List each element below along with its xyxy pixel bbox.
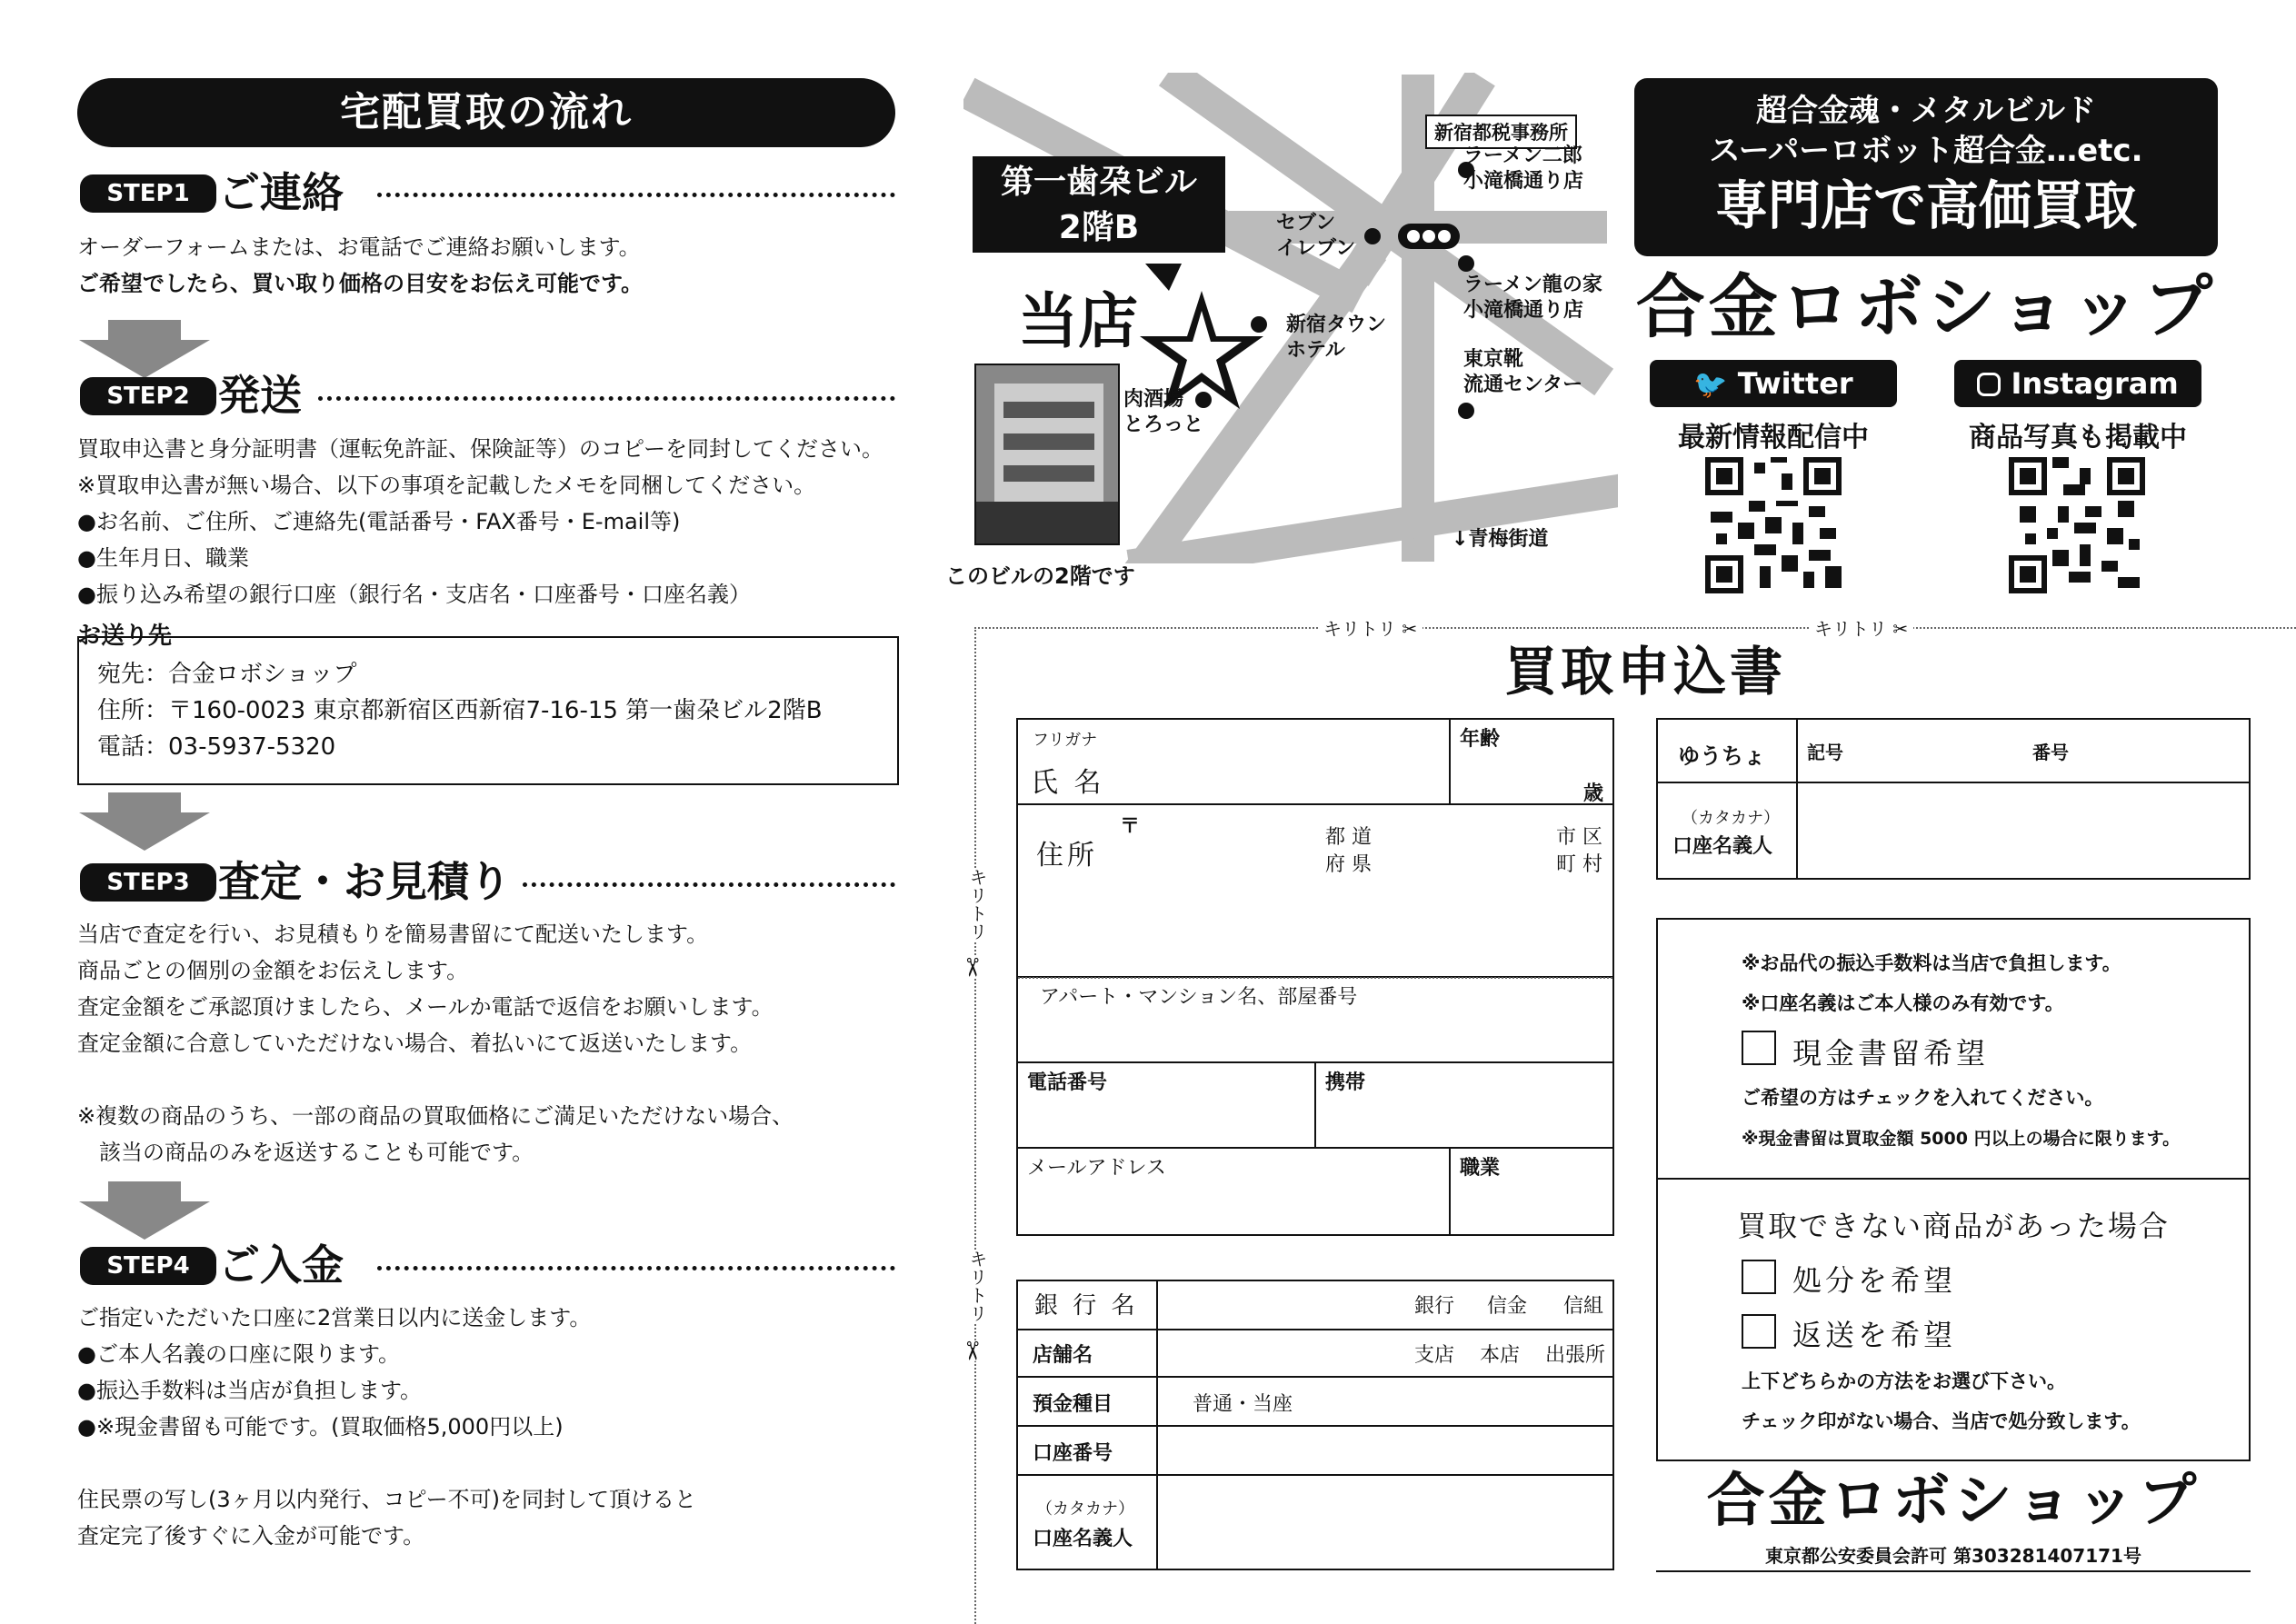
step3-title: 査定・お見積り — [218, 857, 511, 906]
account-type-value[interactable]: 普通・当座 — [1193, 1393, 1293, 1416]
step4-line6: 査定完了後すぐに入金が可能です。 — [77, 1523, 425, 1549]
footer-shop-logo: 合金ロボショップ — [1706, 1468, 2201, 1535]
yucho-holder-kana-label: （カタカナ） — [1682, 809, 1780, 828]
age-unit: 歳 — [1583, 782, 1604, 805]
step2-badge: STEP2 — [80, 377, 216, 415]
apartment-label: アパート・マンション名、部屋番号 — [1040, 986, 1358, 1009]
promo-line1: 超合金魂・メタルビルド — [1756, 93, 2096, 129]
section-title: 宅配買取の流れ — [77, 78, 895, 147]
footer-rule — [1656, 1570, 2251, 1572]
holder-kana-label: （カタカナ） — [1036, 1499, 1134, 1519]
step2-divider — [318, 396, 895, 401]
step4-divider — [377, 1266, 895, 1270]
license-text: 東京都公安委員会許可 第303281407171号 — [1765, 1545, 2141, 1567]
bank-type-bank[interactable]: 銀行 — [1414, 1295, 1455, 1318]
step3-line4: 査定金額に合意していただけない場合、着払いにて返送いたします。 — [77, 1031, 753, 1056]
form-title: 買取申込書 — [1503, 641, 1786, 702]
step4-line3: ●振込手数料は当店が負担します。 — [77, 1378, 423, 1403]
step3-line5: ※複数の商品のうち、一部の商品の買取価格にご満足いただけない場合、 — [77, 1103, 794, 1129]
bank-row-divider — [1016, 1329, 1614, 1330]
sendto-line3: 電話：03-5937-5320 — [97, 733, 336, 761]
promo-line3: 専門店で高価買取 — [1714, 174, 2137, 236]
yucho-number-field[interactable] — [1798, 720, 2249, 780]
bank-row-divider — [1016, 1376, 1614, 1378]
return-label: 返送を希望 — [1792, 1318, 1957, 1352]
cut-label-4: キリトリ — [962, 1250, 987, 1322]
cut-label-3: キリトリ — [962, 868, 987, 941]
step2-line2: ※買取申込書が無い場合、以下の事項を記載したメモを同梱してください。 — [77, 473, 816, 498]
sendto-line2: 住所：〒160-0023 東京都新宿区西新宿7-16-15 第一歯朶ビル2階B — [97, 697, 823, 724]
dispose-checkbox[interactable] — [1742, 1260, 1776, 1294]
note-fee: ※お品代の振込手数料は当店で負担します。 — [1742, 952, 2121, 974]
bank-type-shinkumi[interactable]: 信組 — [1563, 1295, 1604, 1318]
photo-caption: このビルの2階です — [945, 563, 1135, 589]
twitter-caption: 最新情報配信中 — [1678, 422, 1869, 453]
cash-registered-label: 現金書留希望 — [1792, 1036, 1990, 1071]
sendto-heading: お送り先 — [77, 623, 173, 650]
email-label: メールアドレス — [1027, 1157, 1166, 1180]
down-arrow-1 — [79, 320, 210, 378]
note-cash-min: ※現金書留は買取金額 5000 円以上の場合に限ります。 — [1742, 1129, 2181, 1149]
step2-line5: ●振り込み希望の銀行口座（銀行名・支店名・口座番号・口座名義） — [77, 582, 751, 607]
landmark-jiro: ラーメン二郎 小滝橋通り店 — [1463, 144, 1584, 193]
landmark-ome: ↓青梅街道 — [1452, 528, 1549, 551]
building-photo — [974, 364, 1120, 545]
note-check: ご希望の方はチェックを入れてください。 — [1742, 1087, 2104, 1109]
step3-line2: 商品ごとの個別の金額をお伝えします。 — [77, 958, 469, 983]
account-number-label: 口座番号 — [1033, 1442, 1113, 1465]
building-floor: 2階B — [1058, 209, 1140, 246]
branch-type-honten[interactable]: 本店 — [1480, 1344, 1521, 1367]
step2-line4: ●生年月日、職業 — [77, 545, 249, 571]
notes-divider — [1656, 1178, 2251, 1180]
step2-line1: 買取申込書と身分証明書（運転免許証、保険証等）のコピーを同封してください。 — [77, 436, 884, 462]
building-callout — [973, 156, 1225, 253]
step1-line1: オーダーフォームまたは、お電話でご連絡お願いします。 — [77, 234, 641, 260]
shikuchoson-label-1: 市 区 — [1556, 826, 1602, 849]
step1-title: ご連絡 — [218, 168, 344, 217]
shikuchoson-label-2: 町 村 — [1556, 853, 1602, 876]
yucho-holder-field[interactable] — [1798, 783, 2249, 878]
step1-line2: ご希望でしたら、買い取り価格の目安をお伝え可能です。 — [77, 271, 644, 296]
cut-label-1: キリトリ ✂ — [1318, 614, 1423, 641]
shop-logo: 合金ロボショップ — [1635, 266, 2217, 347]
step1-badge: STEP1 — [80, 174, 216, 213]
phone-label: 電話番号 — [1027, 1071, 1108, 1094]
step4-line1: ご指定いただいた口座に2営業日以内に送金します。 — [77, 1305, 592, 1330]
promo-line2: スーパーロボット超合金…etc. — [1709, 133, 2143, 169]
unbuyable-note1: 上下どちらかの方法をお選び下さい。 — [1742, 1370, 2066, 1392]
landmark-zeimusho: 新宿都税事務所 — [1425, 115, 1577, 149]
postal-mark: 〒 — [1120, 815, 1141, 838]
step4-title: ご入金 — [218, 1240, 344, 1290]
address-divider — [1018, 977, 1612, 979]
step1-divider — [377, 193, 895, 197]
twitter-button[interactable]: 🐦 Twitter — [1650, 360, 1897, 407]
account-type-label: 預金種目 — [1033, 1393, 1113, 1416]
step3-line3: 査定金額をご承認頂けましたら、メールか電話で返信をお願いします。 — [77, 994, 774, 1020]
scissors-icon: ✂ — [1402, 618, 1418, 640]
step2-line3: ●お名前、ご住所、ご連絡先(電話番号・FAX番号・E-mail等) — [77, 509, 681, 534]
cut-label-2: キリトリ ✂ — [1809, 614, 1913, 641]
twitter-icon: 🐦 — [1693, 369, 1728, 401]
sendto-line1: 宛先：合金ロボショップ — [97, 661, 357, 688]
yucho-kigou-label: 記号 — [1807, 742, 1843, 763]
scissors-icon: ✂ — [1892, 618, 1909, 640]
cut-line-vertical — [974, 627, 976, 1624]
name-label: 氏 名 — [1031, 767, 1105, 799]
bank-name-label: 銀 行 名 — [1034, 1292, 1139, 1320]
landmark-seven: セブン イレブン — [1276, 212, 1356, 260]
building-name: 第一歯朶ビル — [1000, 164, 1197, 201]
instagram-caption: 商品写真も掲載中 — [1969, 422, 2187, 453]
down-arrow-2 — [79, 792, 210, 851]
landmark-niku: 肉酒場 とろっと — [1123, 388, 1204, 436]
dispose-label: 処分を希望 — [1792, 1263, 1957, 1298]
step4-line4: ●※現金書留も可能です。(買取価格5,000円以上) — [77, 1414, 564, 1440]
age-label: 年齢 — [1460, 728, 1501, 751]
landmark-ryu: ラーメン龍の家 小滝橋通り店 — [1463, 274, 1602, 322]
branch-label: 店舗名 — [1033, 1344, 1093, 1367]
job-label: 職業 — [1460, 1157, 1501, 1180]
step3-divider — [523, 882, 895, 887]
step3-badge: STEP3 — [80, 863, 216, 902]
step4-line5: 住民票の写し(3ヶ月以内発行、コピー不可)を同封して頂けると — [77, 1487, 697, 1512]
landmark-kutsu: 東京靴 流通センター — [1463, 348, 1583, 396]
step2-title: 発送 — [218, 371, 302, 420]
furigana-label: フリガナ — [1033, 731, 1098, 750]
instagram-button[interactable]: Instagram — [1954, 360, 2201, 407]
scissors-icon: ✂ — [957, 1340, 988, 1362]
step4-line2: ●ご本人名義の口座に限ります。 — [77, 1341, 401, 1367]
bank-type-shinkin[interactable]: 信金 — [1487, 1295, 1528, 1318]
scissors-icon: ✂ — [957, 956, 988, 979]
promo-banner — [1634, 78, 2218, 256]
branch-type-shiten[interactable]: 支店 — [1414, 1344, 1455, 1367]
address-label: 住所 — [1036, 840, 1098, 872]
unbuyable-note2: チェック印がない場合、当店で処分致します。 — [1742, 1410, 2141, 1432]
store-label: 当店 — [1018, 286, 1138, 356]
address-field[interactable] — [1016, 803, 1614, 978]
mobile-label: 携帯 — [1325, 1071, 1366, 1094]
landmark-hotel: 新宿タウン ホテル — [1286, 314, 1387, 362]
cash-registered-checkbox[interactable] — [1742, 1031, 1776, 1065]
twitter-qr-code[interactable] — [1705, 457, 1842, 593]
holder-label: 口座名義人 — [1033, 1528, 1133, 1550]
instagram-qr-code[interactable] — [2009, 457, 2145, 593]
step3-line6: 該当の商品のみを返送することも可能です。 — [77, 1140, 534, 1165]
return-checkbox[interactable] — [1742, 1314, 1776, 1349]
todofuken-label-2: 府 県 — [1325, 853, 1372, 876]
unbuyable-heading: 買取できない商品があった場合 — [1737, 1209, 2170, 1243]
down-arrow-3 — [79, 1181, 210, 1240]
account-number-field[interactable] — [1158, 1427, 1612, 1472]
holder-field[interactable] — [1158, 1476, 1612, 1569]
instagram-icon — [1977, 373, 2001, 396]
note-holder: ※口座名義はご本人様のみ有効です。 — [1742, 992, 2064, 1014]
branch-type-shutchojo[interactable]: 出張所 — [1545, 1344, 1606, 1367]
step4-badge: STEP4 — [80, 1247, 216, 1285]
yucho-holder-label: 口座名義人 — [1672, 835, 1773, 858]
step3-line1: 当店で査定を行い、お見積もりを簡易書留にて配送いたします。 — [77, 922, 709, 947]
yucho-bangou-label: 番号 — [2032, 742, 2069, 763]
todofuken-label-1: 都 道 — [1325, 826, 1372, 849]
yucho-label: ゆうちょ — [1678, 743, 1765, 769]
cut-line-horizontal — [974, 627, 2296, 629]
